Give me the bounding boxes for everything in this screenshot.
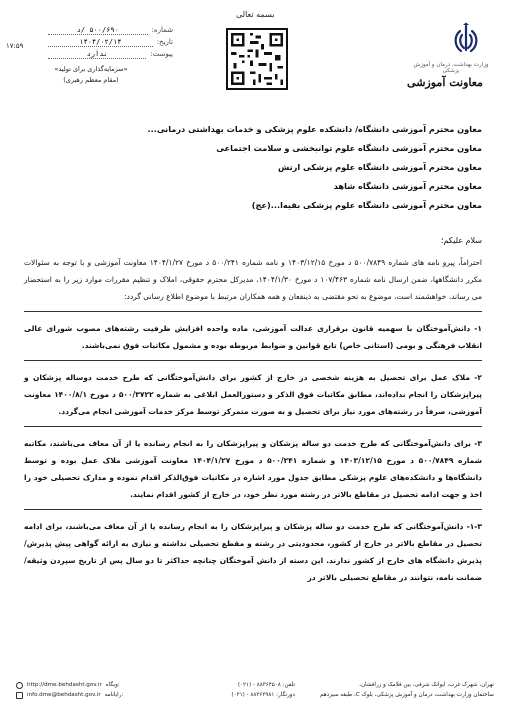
meta-attachment-label: پیوست: xyxy=(150,50,173,58)
ministry-name: وزارت بهداشت، درمان و آموزش پزشکی xyxy=(413,62,489,74)
email-label: رایانامه: xyxy=(104,692,124,698)
footer-contact xyxy=(175,680,295,700)
item-paragraph: ۱- دانش‌آموختگان با سهمیه قانون برقراری عدالت آموزشی، ماده واحده افزایش ظرفیت رشته‌های مصوب شورای عالی انقلاب فرهنگی و بومی (استانی خاص) تابع قوانین و ضوابط مربوطه بوده و مشمول مکاتبات فوق نمی‌باشند. xyxy=(24,324,482,350)
meta-number-value: ۵۰۰/۶۹۰ /د xyxy=(48,26,148,35)
divider xyxy=(24,509,482,510)
item-paragraph: ۳- برای دانش‌آموختگانی که طرح خدمت دو ساله پزشکان و پیراپزشکان را به انجام رسانده یا از آن معاف می‌باشند، مکاتبه شماره ۵۰۰/۷۸۴۹ د مورخ ۱۴۰۳/۱۲/۱۵ و شماره ۵۰۰/۲۴۱ د مورخ ۱۴۰۴/۱/۲۷ معاونت آموزشی ملاک عمل بوده و توسط دانشگاه‌ها و دانشکده‌های علوم پزشکی مطابق جدول مورد اشاره در مکاتبات فوق‌الذکر اقدام نموده و مدارک تحصیلی خود را اخذ و جهت ادامه تحصیل در مقاطع بالاتر در رشته مورد نظر خود، در خارج از کشور اقدام نمایند. xyxy=(24,439,482,499)
recipient-line: معاون محترم آموزشی دانشگاه علوم پزشکی ارتش xyxy=(278,162,482,172)
print-time: ۱۷:۵۹ xyxy=(6,42,24,50)
divider xyxy=(24,311,482,312)
email-row xyxy=(16,690,166,700)
website-label: وبگاه: xyxy=(105,682,120,688)
footer-web xyxy=(16,680,166,700)
recipients-list xyxy=(42,120,482,215)
intro-paragraph: احتراماً، پیرو نامه های شماره ۵۰۰/۷۸۴۹ د مورخ ۱۴۰۳/۱۲/۱۵ و نامه شماره ۵۰۰/۲۴۱ د مورخ ۱۴۰۴/۱/۲۷ معاونت آموزشی و با توجه به سئوالات مکرر دانشگاهها، ضمن ارسال نامه شماره ۱۰۷/۴۶۳ د مورخ ۱۴۰۴/۱/۳۰، مدیرکل محترم حقوقی، املاک و تنظیم مقررات موارد زیر را به استحضار می رساند، خواهشمند است، موضوع به نحو مقتضی به ذینفعان و همه همکاران مرتبط با موضوع اطلاع رسانی گردد: xyxy=(24,258,483,301)
meta-date-value: ۱۴۰۴/۰۲/۱۴ xyxy=(48,38,153,47)
footer-address xyxy=(304,680,494,700)
phone-line: تلفن: ۸۸۳۶۴۵۰۸ - (۰۲۱) xyxy=(237,682,295,688)
recipient-line: معاون محترم آموزشی دانشگاه علوم پزشکی بقیه‌ا...(عج) xyxy=(251,200,482,210)
recipient-line: معاون محترم آموزشی دانشگاه/ دانشکده علوم پزشکی و خدمات بهداشتی درمانی... xyxy=(147,124,482,134)
website-link[interactable]: http://dme.behdasht.gov.ir xyxy=(27,682,102,688)
slogan-attribution: (مقام معظم رهبری) xyxy=(63,76,119,84)
email-icon xyxy=(16,692,23,699)
meta-number-row xyxy=(48,24,173,36)
letter-meta xyxy=(48,24,173,60)
website-row xyxy=(16,680,166,690)
recipient-line: معاون محترم آموزشی دانشگاه شاهد xyxy=(333,181,482,191)
email-link[interactable]: info.dme@behdasht.gov.ir xyxy=(27,692,101,698)
meta-number-label: شماره: xyxy=(151,26,173,34)
iran-emblem-icon xyxy=(448,22,484,58)
address-line: تهران، شهرک غرب، ایوانک شرقی، بین فلامک و زرافشان، xyxy=(359,682,494,688)
fax-line: دورنگار: ۸۸۳۶۳۹۸۱ - (۰۲۱) xyxy=(231,692,295,698)
globe-icon xyxy=(16,682,23,689)
letter-footer xyxy=(16,680,494,714)
meta-attachment-row xyxy=(48,48,173,60)
divider xyxy=(24,426,482,427)
address-line: ساختمان وزارت بهداشت، درمان و آموزش پزشکی، بلوک C، طبقه سیزدهم xyxy=(319,692,494,698)
meta-date-row xyxy=(48,36,173,48)
item-paragraph: ۲- ملاک عمل برای تحصیل به هزینه شخصی در خارج از کشور برای دانش‌آموختگانی که طرح خدمت دوساله پزشکان و پیراپزشکان را انجام نداده‌اند، مطابق مکاتبات فوق الذکر و دستورالعمل ابلاغی به شماره ۵۰۰/۳۷۲۲ د مورخ ۱۴۰۰/۸/۱ معاونت آموزشی، صرفاً در رشته‌های مورد نیاز برای تحصیل و به صورت متمرکز توسط مرکز خدمات آموزشی انجام می‌گردد. xyxy=(24,373,482,416)
slogan xyxy=(36,64,146,86)
bismillah: بسمه تعالی xyxy=(236,10,275,19)
deputy-name: معاونت آموزشی xyxy=(407,76,483,89)
meta-attachment-value: ندارد xyxy=(48,50,146,59)
item-paragraph: ۱-۳- دانش‌آموختگانی که طرح خدمت دو ساله پزشکان و پیراپزشکان را به انجام رسانده یا از آن معاف می‌باشند، برای ادامه تحصیل در مقاطع بالاتر در خارج از کشور، محدودیتی در رشته و مقطع تحصیلی نداشته و نیازی به ارائه گواهی پیش پذیرش/ پذیرش دانشگاه های خارج از کشور ندارند. این دسته از دانش آموختگان چنانچه حداکثر تا دو سال پس از تاریخ سپردن وثیقه/ ضمانت نامه، نتوانند در مقاطع تحصیلی بالاتر در xyxy=(24,522,482,582)
meta-date-label: تاریخ: xyxy=(156,38,173,46)
recipient-line: معاون محترم آموزشی دانشگاه علوم توانبخشی و سلامت اجتماعی xyxy=(216,143,482,153)
slogan-text: «سرمایه‌گذاری برای تولید» xyxy=(54,65,128,73)
greeting: سلام علیکم؛ xyxy=(440,236,482,245)
qr-code-icon xyxy=(226,28,288,90)
divider xyxy=(24,360,482,361)
letter-body xyxy=(24,254,482,592)
